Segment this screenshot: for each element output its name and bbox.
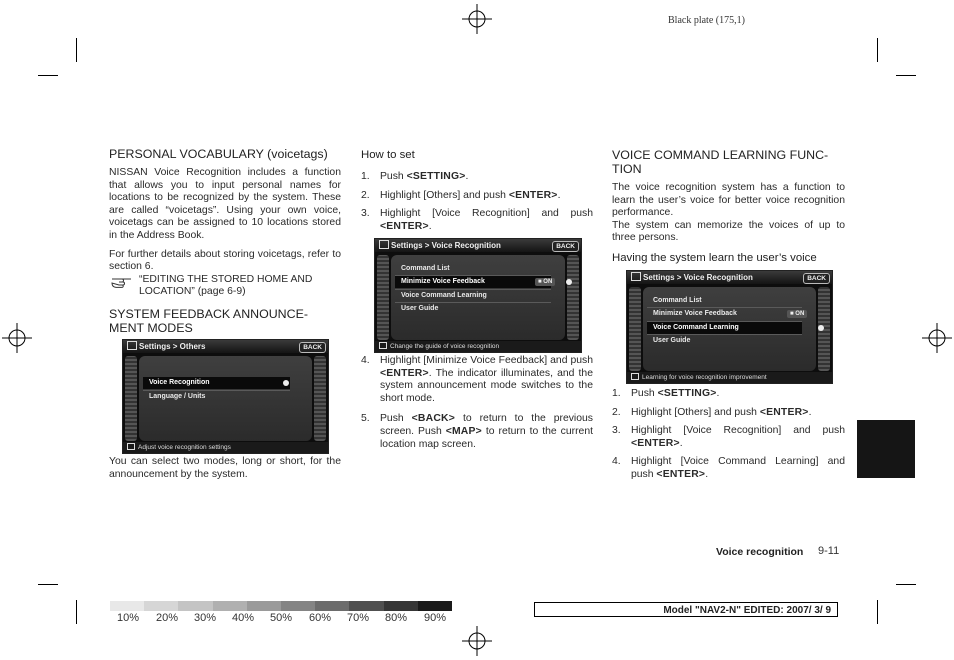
plate-label: Black plate (175,1) bbox=[668, 15, 745, 26]
step-item: 3. Highlight [Voice Recognition] and push <ENTER>. bbox=[612, 425, 845, 449]
crop-mark bbox=[896, 584, 916, 585]
selection-dot-icon bbox=[818, 325, 824, 331]
screen-voice-command-learning bbox=[626, 270, 833, 384]
scale-label: 90% bbox=[424, 612, 447, 624]
right-column bbox=[612, 148, 845, 265]
grayscale-step bbox=[247, 601, 281, 611]
scale-label: 60% bbox=[309, 612, 332, 624]
reference-line: LOCATION” (page 6-9) bbox=[139, 286, 246, 298]
heading-line: MENT MODES bbox=[109, 320, 193, 335]
section-heading: PERSONAL VOCABULARY (voicetags) bbox=[109, 147, 328, 161]
menu-item-command-list[interactable]: Command List bbox=[401, 265, 450, 272]
step-item: 3. Highlight [Voice Recognition] and push <ENTER>. bbox=[361, 208, 593, 232]
screen-title bbox=[631, 272, 753, 282]
scale-label: 80% bbox=[385, 612, 408, 624]
subheading: How to set bbox=[361, 149, 415, 161]
screen-status-bar bbox=[375, 341, 581, 352]
menu-item-user-guide[interactable]: User Guide bbox=[401, 305, 439, 312]
crop-mark bbox=[896, 75, 916, 76]
screen-status-bar bbox=[123, 442, 328, 453]
grayscale-step bbox=[281, 601, 315, 611]
menu-item-command-list[interactable]: Command List bbox=[653, 297, 702, 304]
info-icon bbox=[379, 342, 387, 349]
scale-label: 40% bbox=[232, 612, 255, 624]
left-column-bottom bbox=[109, 456, 341, 481]
section-heading bbox=[109, 307, 341, 335]
grayscale-step bbox=[418, 601, 452, 611]
back-button[interactable]: BACK bbox=[803, 273, 830, 284]
selection-dot-icon bbox=[283, 380, 289, 386]
screen-bezel bbox=[314, 356, 326, 441]
crop-mark bbox=[877, 600, 878, 624]
step-item: 4. Highlight [Voice Command Learning] and push <ENTER>. bbox=[612, 456, 845, 480]
cross-reference bbox=[109, 274, 341, 299]
scale-label: 30% bbox=[194, 612, 217, 624]
grayscale-step bbox=[384, 601, 418, 611]
settings-icon bbox=[379, 240, 389, 249]
body-paragraph: The system can memorize the voices of up to three persons. bbox=[612, 219, 845, 244]
menu-item-minimize-voice-feedback[interactable]: Minimize Voice Feedback bbox=[395, 276, 551, 288]
model-edited-box: Model "NAV2-N" EDITED: 2007/ 3/ 9 bbox=[534, 602, 838, 617]
screen-bezel bbox=[567, 255, 579, 340]
subheading: Having the system learn the user’s voice bbox=[612, 251, 817, 264]
screen-bezel bbox=[377, 255, 389, 340]
step-item: 5. Push <BACK> to return to the previous screen. Push <MAP> to return to the current location map screen. bbox=[361, 413, 593, 450]
left-column bbox=[109, 147, 341, 335]
scale-label: 10% bbox=[117, 612, 140, 624]
grayscale-step bbox=[178, 601, 212, 611]
steps-list bbox=[612, 388, 845, 482]
right-column-bottom bbox=[612, 388, 845, 488]
menu-item-minimize-voice-feedback[interactable]: Minimize Voice Feedback bbox=[653, 310, 737, 317]
screen-voice-recognition bbox=[374, 238, 582, 353]
scale-label: 70% bbox=[347, 612, 370, 624]
status-text: Adjust voice recognition settings bbox=[138, 444, 231, 451]
back-button[interactable]: BACK bbox=[299, 342, 326, 353]
registration-mark-icon bbox=[462, 626, 492, 656]
menu-item-voice-command-learning[interactable]: Voice Command Learning bbox=[647, 322, 802, 334]
body-paragraph: For further details about storing voicetags, refer to section 6. bbox=[109, 248, 341, 273]
menu-item-language-units[interactable]: Language / Units bbox=[149, 393, 206, 400]
crop-mark bbox=[76, 38, 77, 62]
screen-bezel bbox=[629, 287, 641, 371]
step-item: 2. Highlight [Others] and push <ENTER>. bbox=[361, 189, 561, 201]
screen-title-text: Settings > Voice Recognition bbox=[643, 273, 753, 282]
middle-column bbox=[361, 148, 593, 239]
settings-icon bbox=[127, 341, 137, 350]
grayscale-step bbox=[213, 601, 247, 611]
screen-bezel bbox=[125, 356, 137, 441]
steps-list bbox=[361, 355, 593, 451]
screen-title-text: Settings > Voice Recognition bbox=[391, 241, 501, 250]
crop-mark bbox=[38, 75, 58, 76]
grayscale-step bbox=[315, 601, 349, 611]
back-button[interactable]: BACK bbox=[552, 241, 579, 252]
selection-dot-icon bbox=[566, 279, 572, 285]
chapter-tab bbox=[857, 420, 915, 478]
heading-line: VOICE COMMAND LEARNING FUNC- bbox=[612, 148, 829, 162]
scale-label: 50% bbox=[270, 612, 293, 624]
status-text: Learning for voice recognition improvement bbox=[642, 374, 767, 381]
step-item: 1. Push <SETTING>. bbox=[361, 171, 469, 182]
grayscale-bar bbox=[110, 601, 452, 611]
screen-status-bar bbox=[627, 372, 832, 383]
on-indicator-badge: ■ ON bbox=[787, 310, 807, 318]
registration-mark-icon bbox=[922, 323, 952, 353]
screen-title-text: Settings > Others bbox=[139, 342, 206, 351]
section-heading bbox=[612, 148, 845, 176]
registration-mark-icon bbox=[462, 4, 492, 34]
heading-line: TION bbox=[612, 162, 642, 176]
crop-mark bbox=[877, 38, 878, 62]
grayscale-step bbox=[110, 601, 144, 611]
screen-settings-others bbox=[122, 339, 329, 454]
body-paragraph: NISSAN Voice Recognition includes a function that allows you to input personal names for locations to be recognized by the system. These are called “voicetags”. Using your own voice, voicetags can be assigned to 10 locations stored in the Address Book. bbox=[109, 167, 341, 241]
crop-mark bbox=[38, 584, 58, 585]
middle-column-bottom bbox=[361, 355, 593, 457]
info-icon bbox=[127, 443, 135, 450]
grayscale-step bbox=[349, 601, 383, 611]
reference-line: “EDITING THE STORED HOME AND bbox=[139, 273, 313, 285]
page-number: 9-11 bbox=[818, 545, 840, 557]
scale-label: 20% bbox=[156, 612, 179, 624]
body-paragraph: You can select two modes, long or short, for the announcement by the system. bbox=[109, 456, 341, 480]
grayscale-step bbox=[144, 601, 178, 611]
menu-item-voice-command-learning[interactable]: Voice Command Learning bbox=[401, 292, 487, 299]
on-indicator-badge: ■ ON bbox=[535, 278, 555, 286]
step-item: 2. Highlight [Others] and push <ENTER>. bbox=[612, 406, 812, 418]
pointing-hand-icon bbox=[111, 275, 133, 288]
footer-section-title: Voice recognition bbox=[716, 546, 804, 558]
steps-list bbox=[361, 171, 593, 233]
settings-icon bbox=[631, 272, 641, 281]
registration-mark-icon bbox=[2, 323, 32, 353]
body-paragraph: The voice recognition system has a function to learn the user’s voice for better voice recognition performance. bbox=[612, 182, 845, 219]
heading-line: SYSTEM FEEDBACK ANNOUNCE- bbox=[109, 306, 308, 321]
screen-title bbox=[379, 240, 501, 250]
step-item: 4. Highlight [Minimize Voice Feedback] and push <ENTER>. The indicator illuminates, and the system announcement mode switches to the short mode. bbox=[361, 355, 593, 404]
crop-mark bbox=[76, 600, 77, 624]
info-icon bbox=[631, 373, 639, 380]
screen-title bbox=[127, 341, 205, 351]
menu-item-user-guide[interactable]: User Guide bbox=[653, 337, 691, 344]
menu-item-voice-recognition[interactable]: Voice Recognition bbox=[143, 377, 290, 389]
step-item: 1. Push <SETTING>. bbox=[612, 388, 720, 399]
status-text: Change the guide of voice recognition bbox=[390, 343, 500, 350]
